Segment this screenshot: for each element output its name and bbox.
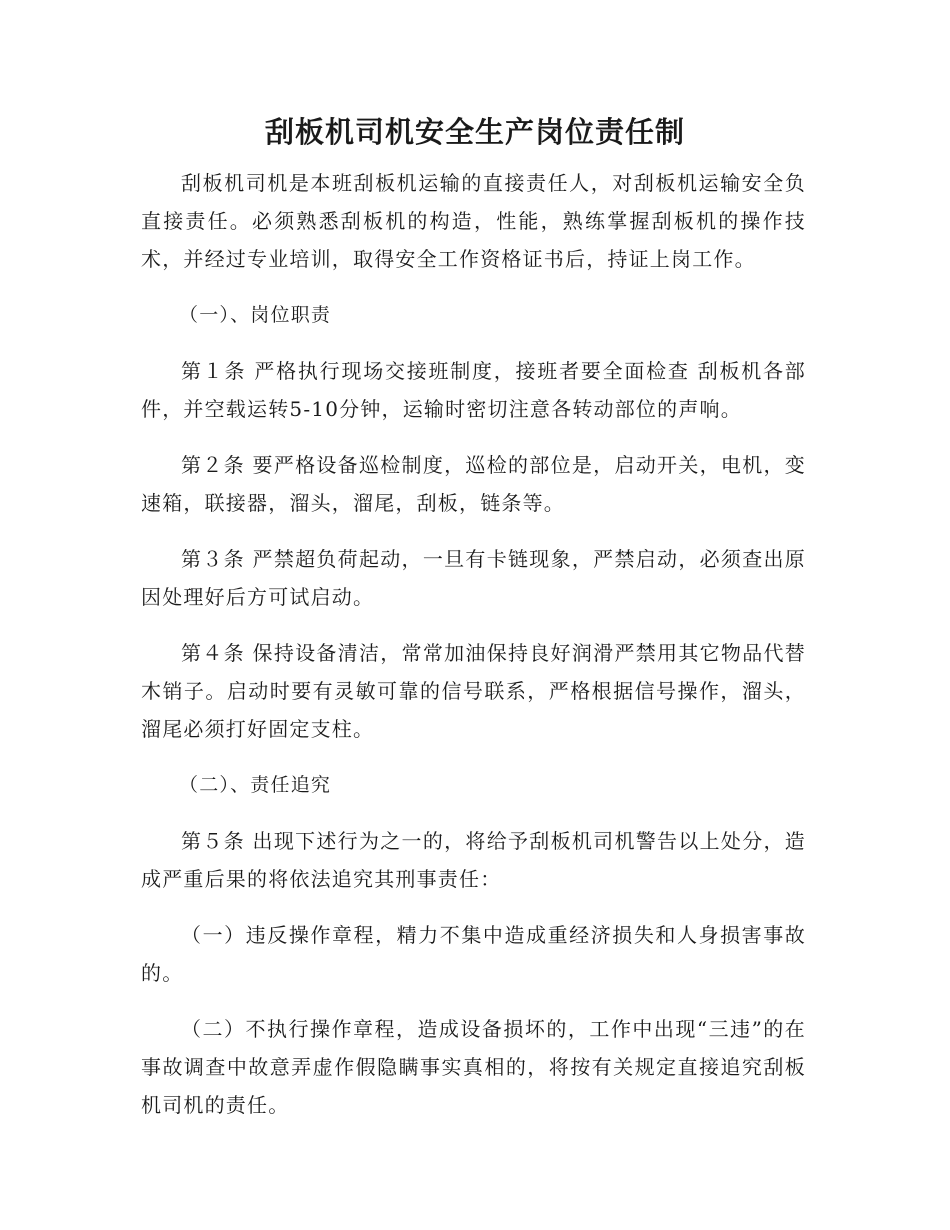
article-5-item-2: （二）不执行操作章程，造成设备损坏的，工作中出现“三违”的在事故调查中故意弄虚作假隐瞒事实真相的，将按有关规定直接追究刮板机司机的责任。 xyxy=(141,1017,806,1117)
section-heading-duties: （一）、岗位职责 xyxy=(179,304,332,326)
intro-paragraph: 刮板机司机是本班刮板机运输的直接责任人，对刮板机运输安全负直接责任。必须熟悉刮板机的构造，性能，熟练掌握刮板机的操作技术，并经过专业培训，取得安全工作资格证书后，持证上岗工作。 xyxy=(141,171,806,271)
article-2: 第２条 要严格设备巡检制度，巡检的部位是，启动开关，电机，变速箱，联接器，溜头，溜尾，刮板，链条等。 xyxy=(141,453,806,515)
document-title: 刮板机司机安全生产岗位责任制 xyxy=(264,115,685,149)
article-4: 第４条 保持设备清洁，常常加油保持良好润滑严禁用其它物品代替木销子。启动时要有灵敏可靠的信号联系，严格根据信号操作，溜头，溜尾必须打好固定支柱。 xyxy=(141,641,806,741)
article-1: 第１条 严格执行现场交接班制度，接班者要全面检查 刮板机各部件，并空载运转5-10分钟，运输时密切注意各转动部位的声响。 xyxy=(141,359,806,421)
document-body xyxy=(141,164,806,1142)
section-heading-accountability: （二）、责任追究 xyxy=(179,774,332,796)
article-3: 第３条 严禁超负荷起动，一旦有卡链现象，严禁启动，必须查出原因处理好后方可试启动。 xyxy=(141,547,806,609)
article-5-item-1: （一）违反操作章程，精力不集中造成重经济损失和人身损害事故的。 xyxy=(141,923,806,985)
article-5: 第５条 出现下述行为之一的，将给予刮板机司机警告以上处分，造成严重后果的将依法追究其刑事责任： xyxy=(141,829,806,891)
